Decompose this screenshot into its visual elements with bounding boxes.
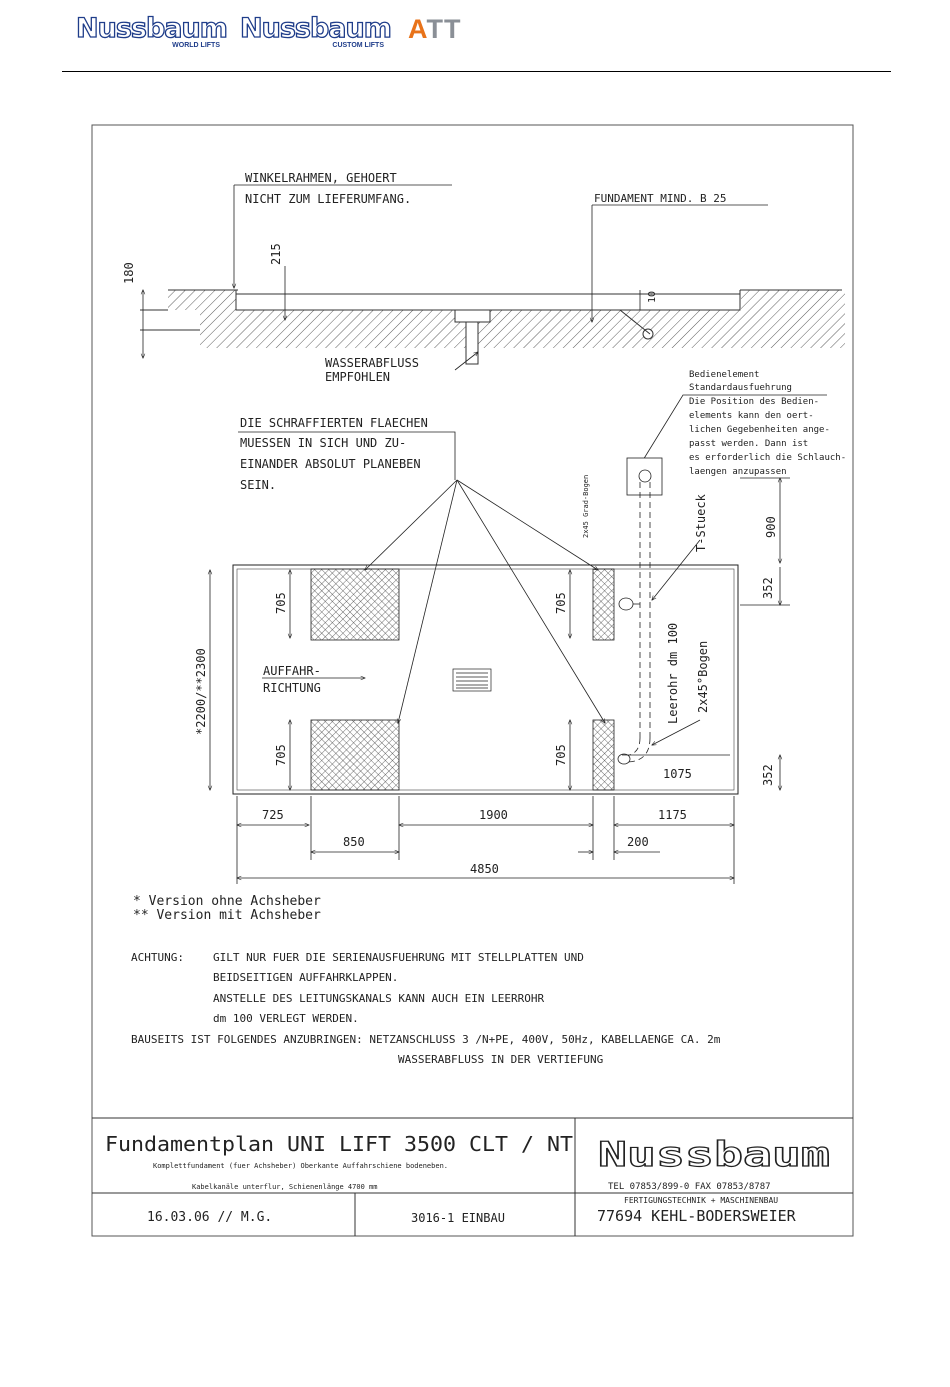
dim-850: 850 xyxy=(343,835,365,849)
dim-725: 725 xyxy=(262,808,284,822)
dim-1175: 1175 xyxy=(658,808,687,822)
dim-215: 215 xyxy=(269,243,283,265)
label-t-stueck: T-Stueck xyxy=(694,494,708,552)
control-note-line: Bedienelement xyxy=(689,370,760,380)
direction-label-line1: AUFFAHR- xyxy=(263,664,321,678)
company-description: FERTIGUNGSTECHNIK + MASCHINENBAU xyxy=(624,1196,779,1205)
control-note-line: elements kann den oert- xyxy=(689,411,814,421)
hatched-pad-rear-right xyxy=(593,720,614,790)
section-view xyxy=(140,290,845,364)
drawing-subtitle: Komplettfundament (fuer Achsheber) Oberkante Auffahrschiene bodeneben. xyxy=(153,1162,449,1170)
drain-label-line2: EMPFOHLEN xyxy=(325,370,391,384)
logo-subtitle: WORLD LIFTS xyxy=(172,42,220,49)
drain-label-line1: WASSERABFLUSS xyxy=(325,356,419,370)
dim-705-rear-right: 705 xyxy=(554,744,568,766)
achtung-line: GILT NUR FUER DIE SERIENAUSFUEHRUNG MIT STELLPLATTEN UND xyxy=(213,951,584,964)
hatched-pad-rear-left xyxy=(311,720,399,790)
hatch-note-line: MUESSEN IN SICH UND ZU- xyxy=(240,436,407,450)
dim-height: *2200/**2300 xyxy=(194,648,208,735)
dim-705-front-right: 705 xyxy=(554,592,568,614)
dim-200: 200 xyxy=(627,835,649,849)
dim-10: 10 xyxy=(647,290,658,303)
dim-352-top: 352 xyxy=(761,577,775,599)
logo-subtitle: CUSTOM LIFTS xyxy=(332,42,384,49)
dim-1075: 1075 xyxy=(663,767,692,781)
control-note-line: es erforderlich die Schlauch- xyxy=(689,453,847,463)
control-note-line: Die Position des Bedien- xyxy=(689,397,820,407)
conduit-pipe xyxy=(618,482,700,764)
control-note-line: laengen anzupassen xyxy=(689,467,787,477)
control-note-line: lichen Gegebenheiten ange- xyxy=(689,425,830,435)
company-phone: TEL 07853/899-0 FAX 07853/8787 xyxy=(608,1182,771,1192)
title-block xyxy=(92,1118,853,1236)
company-address: 77694 KEHL-BODERSWEIER xyxy=(597,1207,796,1225)
hatch-leader-lines xyxy=(365,480,605,723)
label-leerrohr: Leerohr dm 100 xyxy=(666,622,680,724)
hatch-note-line: DIE SCHRAFFIERTEN FLAECHEN xyxy=(240,416,428,430)
dim-900: 900 xyxy=(764,516,778,538)
achtung-line: BEIDSEITIGEN AUFFAHRKLAPPEN. xyxy=(213,971,399,984)
hatch-note xyxy=(238,416,455,492)
hatch-note-line: EINANDER ABSOLUT PLANEBEN xyxy=(240,457,421,471)
dim-352-bottom: 352 xyxy=(761,764,775,786)
frame-label-line2: NICHT ZUM LIEFERUMFANG. xyxy=(245,192,412,206)
achtung-line: dm 100 VERLEGT WERDEN. xyxy=(213,1012,359,1025)
title-block-logo: Nussbaum xyxy=(598,1135,830,1175)
achtung-label: ACHTUNG: xyxy=(131,951,184,964)
hatched-pad-front-right xyxy=(593,569,614,640)
drawing-number: 3016-1 EINBAU xyxy=(411,1211,505,1225)
logo-wordmark: Nussbaum xyxy=(240,13,391,44)
foundation-label: FUNDAMENT MIND. B 25 xyxy=(594,192,727,205)
drawing-title: Fundamentplan UNI LIFT 3500 CLT / NT xyxy=(105,1132,573,1156)
achtung-line: ANSTELLE DES LEITUNGSKANALS KANN AUCH EIN LEERROHR xyxy=(213,992,545,1005)
att-logo-a: A xyxy=(408,14,427,44)
hatched-pad-front-left xyxy=(311,569,399,640)
dim-705-front-left: 705 xyxy=(274,592,288,614)
att-logo-tt: TT xyxy=(426,14,462,44)
dim-4850: 4850 xyxy=(470,862,499,876)
drain-grate xyxy=(453,669,491,691)
plan-view xyxy=(233,458,738,794)
hatch-note-line: SEIN. xyxy=(240,478,277,492)
dim-705-rear-left: 705 xyxy=(274,744,288,766)
control-element-note xyxy=(640,370,846,477)
dim-1900: 1900 xyxy=(479,808,508,822)
label-grad-bogen: 2x45 Grad-Bogen xyxy=(582,474,590,538)
label-2x45-bogen: 2x45°Bogen xyxy=(696,640,710,713)
drawing-subtitle2: Kabelkanäle unterflur, Schienenlänge 4700 mm xyxy=(192,1183,378,1191)
logo-wordmark: Nussbaum xyxy=(76,13,227,44)
control-note-line: Standardausfuehrung xyxy=(689,383,792,393)
bauseits-line: BAUSEITS IST FOLGENDES ANZUBRINGEN: NETZANSCHLUSS 3 /N+PE, 400V, 50Hz, KABELLAENGE CA. 2m xyxy=(131,1033,721,1046)
footnote-mit-achsheber: ** Version mit Achsheber xyxy=(133,908,321,923)
drawing-date: 16.03.06 // M.G. xyxy=(147,1210,273,1225)
dim-180: 180 xyxy=(122,262,136,284)
frame-label-line1: WINKELRAHMEN, GEHOERT xyxy=(245,171,397,185)
footnote-ohne-achsheber: * Version ohne Achsheber xyxy=(133,894,321,909)
control-box xyxy=(627,458,662,495)
notes-block xyxy=(131,951,721,1066)
direction-label-line2: RICHTUNG xyxy=(263,681,321,695)
control-note-line: passt werden. Dann ist xyxy=(689,439,809,449)
bauseits-line2: WASSERABFLUSS IN DER VERTIEFUNG xyxy=(398,1053,604,1066)
